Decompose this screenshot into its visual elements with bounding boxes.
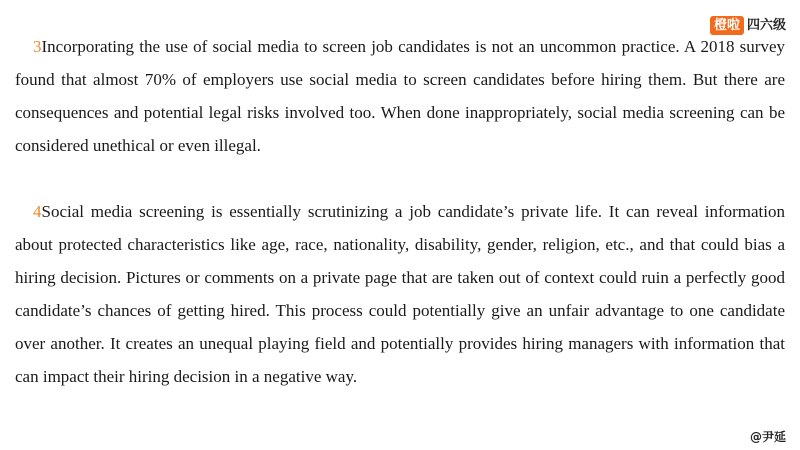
paragraph-text: Incorporating the use of social media to screen job candidates is not an uncommon practice. A 2018 survey found that almost 70% of employers use social media to screen candidates before hiring them. But there are consequences and potential legal risks involved too. When done inappropriately, social media screening can be considered unethical or even illegal.	[15, 37, 785, 155]
author-watermark: @尹延	[749, 430, 786, 444]
paragraph	[15, 30, 785, 162]
paragraph-number: 4	[33, 202, 42, 221]
brand-logo: 橙啦	[710, 16, 744, 35]
paragraph-text: Social media screening is essentially scrutinizing a job candidate’s private life. It can reveal information about protected characteristics like age, race, nationality, disability, gender, religion, etc., and that could bias a hiring decision. Pictures or comments on a private page that are taken out of context could ruin a perfectly good candidate’s chances of getting hired. This process could potentially give an unfair advantage to one candidate over another. It creates an unequal playing field and potentially provides hiring managers with information that can impact their hiring decision in a negative way.	[15, 202, 785, 386]
brand-label: 四六级	[746, 18, 786, 33]
paragraph	[15, 195, 785, 393]
paragraph-number: 3	[33, 37, 42, 56]
document-body	[15, 30, 785, 393]
